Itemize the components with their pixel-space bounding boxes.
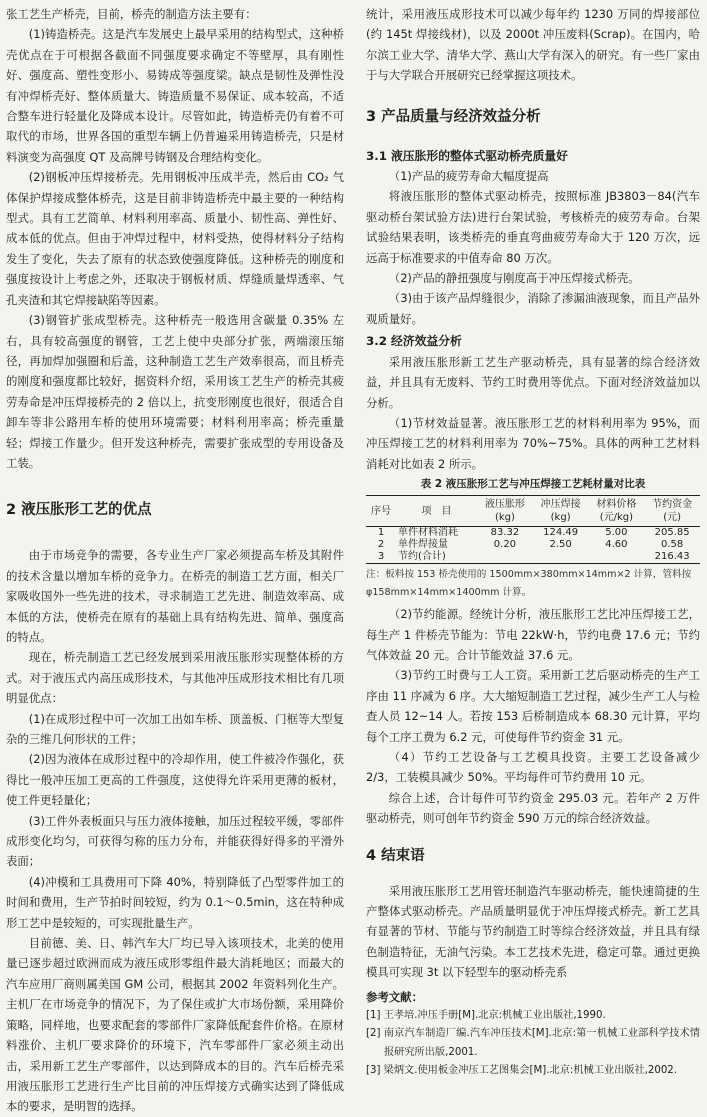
table-cell: 1 [377, 527, 385, 539]
table-row [366, 527, 700, 540]
energy-saving-paragraph: （2)节约能源。经统计分析，液压胀形工艺比冲压焊接工艺，每生产 1 件桥壳节能为：节电 22kW·h，节约电费 17.6 元；节约气体效益 20 元。合计节能效益 37.6 元。 [366, 607, 700, 662]
table-header-cell: 项 目 [421, 505, 452, 517]
material-comparison-table [366, 495, 700, 564]
table-header-cell: 材料价格 (元/kg) [596, 499, 637, 524]
table-cell [477, 551, 533, 564]
cast-axle-paragraph: (1)铸造桥壳。这是汽车发展史上最早采用的结构型式，这种桥壳优点在于可根据各截面不同强度要求确定不等壁厚，具有刚性好、强度高、塑性变形小、易铸成等强度梁。缺点是韧性及弹性没有冲焊桥壳好、整体质量大、铸造质量不易保证、成本较高，不适合整车进行轻量化及降成本设计。尽管如此，铸造桥壳仍有着不可取代的市场，世界各国的重型车辆上仍普遍采用铸造桥壳，只是材料演变为高强度 QT 及高牌号铸钢及合理结构变化。 [6, 27, 344, 164]
stamped-axle-paragraph: (2)钢板冲压焊接桥壳。先用钢板冲压成半壳，然后由 CO₂ 气体保护焊接成整体桥壳，这是目前非铸造桥壳中最主要的一种结构型式。具有工艺简单、材料利用率高、质量小、韧性高、弹性好、成本低的优点。但由于冲焊过程中，材料受热，使得材料分子结构发生了变化，失去了原有的状态致使强度降低。这种桥壳的刚度和强度按设计上考虑之外，还取决于钢板材质、焊缝质量焊透率、气孔夹渣和其它焊接缺陷等因素。 [6, 170, 344, 307]
table-cell: 2.50 [549, 539, 572, 551]
table-header-cell: 液压胀形 (kg) [484, 499, 525, 524]
table-cell: 205.85 [654, 527, 690, 539]
reference-item: [1] 王孝培.冲压手册[M].北京:机械工业出版社,1990. [366, 1009, 606, 1021]
summary-paragraph: 综合上述，合计每件可节约资金 295.03 元。若年产 2 万件驱动桥壳，则可创年节约资金 590 万元的综合经济效益。 [366, 790, 700, 826]
table-cell: 0.20 [493, 539, 517, 551]
market-paragraph: 由于市场竞争的需要，各专业生产厂家必须提高车桥及其附件的技术含量以增加车桥的竞争力。在桥壳的制造工艺方面，相关厂家吸收国外一些先进的技术，寻求制造工艺先进、制造效率高、成本低的方法，使桥壳在原有的基础上具有结构先进、简单、强度高的特点。 [6, 548, 344, 644]
current-paragraph: 现在，桥壳制造工艺已经发展到采用液压胀形实现整体桥的方式。对于液压式内高压成形技术，与其他冲压成形技术相比有几项明显优点： [6, 650, 344, 706]
table-cell: 0.58 [660, 539, 684, 551]
table-cell: 单件焊接量 [398, 539, 448, 551]
world-usage-paragraph: 目前德、美、日、韩汽车大厂均已导入该项技术，北美的使用量已逐步超过欧洲而成为液压成形零组件最大消耗地区；而最大的汽车应用厂商则属美国 GM 公司，根据其 2002 年资料列化生产。主机厂在市场竞争的情况下，为了保住或扩大市场份额，采用降价策略，同样地，也要求配套的零部件厂家降低配套件价格。在原材料涨价、主机厂要求降价的环境下，汽车零部件厂家必须主动出击，采用新工艺生产零部件，以达到降成本的目的。汽车后桥壳采用液压胀形工艺进行生产比目前的冲压焊接方式确实达到了降低成本的要求，是明智的选择。 [6, 936, 344, 1114]
references-title: 参考文献： [366, 989, 423, 1004]
table-cell: 4.60 [605, 539, 628, 551]
table-cell: 2 [377, 539, 385, 551]
weld-paragraph: （3)由于该产品焊缝很少，消除了渗漏油液现象，而且产品外观质量好。 [366, 291, 700, 326]
economic-intro-paragraph: 采用液压胀形新工艺生产驱动桥壳，具有显著的综合经济效益，并且具有无废料、节约工时费用等优点。下面对经济效益加以分析。 [366, 354, 700, 410]
advantage-4: (4)冲模和工具费用可下降 40%，特别降低了凸型零件加工的时间和费用，生产节拍时间较短，约为 0.1～0.5min，这在特种成形工艺中是较短的，可实现批量生产。 [6, 874, 344, 930]
table-header-row [366, 496, 700, 527]
fatigue-heading: （1)产品的疲劳寿命大幅度提高 [388, 169, 549, 184]
section-2-title: 2 液压胀形工艺的优点 [6, 502, 152, 519]
table-cell: 83.32 [490, 527, 520, 539]
table-header-cell: 序号 [371, 505, 391, 517]
table-cell [589, 551, 645, 564]
reference-item: [2] 南京汽车制造厂编.汽车冲压技术[M].北京:第一机械工业部科学技术情报研究所出版,2001. [366, 1028, 700, 1058]
section-3-title: 3 产品质量与经济效益分析 [366, 108, 541, 125]
table-caption: 表 2 液压胀形工艺与冲压焊接工艺耗材量对比表 [420, 478, 646, 491]
material-saving-paragraph: （1)节材效益显著。液压胀形工艺的材料利用率为 95%，而冲压焊接工艺的材料利用率为 70%~75%。具体的两种工艺材料消耗对比如表 2 所示。 [366, 415, 700, 471]
torsion-paragraph: （2)产品的静扭强度与刚度高于冲压焊接式桥壳。 [388, 271, 640, 286]
labor-saving-paragraph: （3)节约工时费与工人工资。采用新工艺后驱动桥壳的生产工序由 11 序减为 6 序。大大缩短制造工艺过程，减少生产工人与检查人员 12~14 人。若按 153 后桥制造成本 68.30 元计算，平均每个工序工费为 6.2 元，可使每件节约资金 31 元。 [366, 668, 700, 744]
right-column [366, 4, 700, 1081]
conclusion-paragraph: 采用液压胀形工艺用管坯制造汽车驱动桥壳，能快速简捷的生产整体式驱动桥壳。产品质量明显优于冲压焊接式桥壳。新工艺具有显著的节材、节能与节约制造工时等综合经济效益，并且具有绿色制造特征，无油气污染。本工艺技术先进，稳定可靠。通过更换模具可实现 3t 以下轻型车的驱动桥壳系 [366, 883, 700, 980]
subsection-3-2-title: 3.2 经济效益分析 [366, 334, 462, 349]
tube-axle-paragraph: (3)钢管扩张成型桥壳。这种桥壳一般选用含碳量 0.35% 左右，具有较高强度的钢管，工艺上使中央部分扩张，两端滚压缩径，再加焊加强圈和后盖，这种制造工艺生产效率很高，而且桥壳的刚度和强度都比较好，据资料介绍，采用该工艺生产的桥壳其疲劳寿命是冲压焊接桥壳的 2 倍以上，抗变形刚度也很好，很适合自卸车等非公路用车桥的使用环境需要；材料利用率高；桥壳重量轻；焊接工作量少。但开发这种桥壳，需要扩张成型的专用设备及工装。 [6, 313, 344, 470]
bench-test-paragraph: 将液压胀形的整体式驱动桥壳，按照标准 JB3803－84(汽车驱动桥台架试验方法)进行台架试验，考核桥壳的疲劳寿命。台架试验结果表明，该类桥壳的垂直弯曲疲劳寿命大于 120 万次，远远高于标准要求的中值寿命 80 万次。 [366, 189, 700, 265]
table-cell: 单件材料消耗 [398, 527, 458, 539]
table-cell: 3 [377, 551, 385, 563]
table-cell [533, 551, 589, 564]
table-cell: 5.00 [605, 527, 628, 539]
table-note: 注：板料按 153 桥壳使用的 1500mm×380mm×14mm×2 计算，管料按 φ158mm×14mm×1400mm 计算。 [366, 569, 692, 599]
statistics-paragraph: 统计，采用液压成形技术可以减少每年约 1230 万同的焊接部位(约 145t 焊接线材)，以及 2000t 冲压废料(Scrap)。在国内，哈尔滨工业大学、清华大学、燕山大学有深入的研究。有一些厂家由于与大学联合开展研究已经掌握这项技术。 [366, 7, 700, 83]
equipment-saving-paragraph: （4）节约工艺设备与工艺模具投资。主要工艺设备减少 2/3，工装模具减少 50%。平均每件可节约费用 10 元。 [366, 749, 700, 785]
section-4-title: 4 结束语 [366, 847, 425, 864]
subsection-3-1-title: 3.1 液压胀形的整体式驱动桥壳质量好 [366, 148, 568, 163]
intro-paragraph: 张工艺生产桥壳，目前，桥壳的制造方法主要有： [6, 7, 257, 21]
table-row [366, 539, 700, 551]
left-column [6, 4, 344, 1117]
table-row [366, 551, 700, 564]
table-cell: 216.43 [654, 551, 690, 563]
table-header-cell: 节约资金 (元) [652, 499, 693, 524]
advantage-3: (3)工件外表板面只与压力液体接触，加压过程较平缓，零部件成形变化均匀，可获得匀称的压力分布，并能获得好得多的平滑外表面； [6, 813, 344, 869]
table-cell: 节约(合计) [398, 551, 446, 563]
table-header-cell: 冲压焊接 (kg) [540, 499, 581, 524]
advantage-2: (2)因为液体在成形过程中的冷却作用，使工件被冷作强化，获得比一般冲压加工更高的工件强度，这使得允许采用更薄的板材，使工件更轻量化； [6, 752, 344, 808]
reference-item: [3] 梁炳文.使用板金冲压工艺图集会[M].北京:机械工业出版社,2002. [366, 1065, 678, 1077]
table-cell: 124.49 [543, 527, 579, 539]
advantage-1: (1)在成形过程中可一次加工出如车桥、顶盖板、门框等大型复杂的三维几何形状的工件； [6, 711, 344, 746]
